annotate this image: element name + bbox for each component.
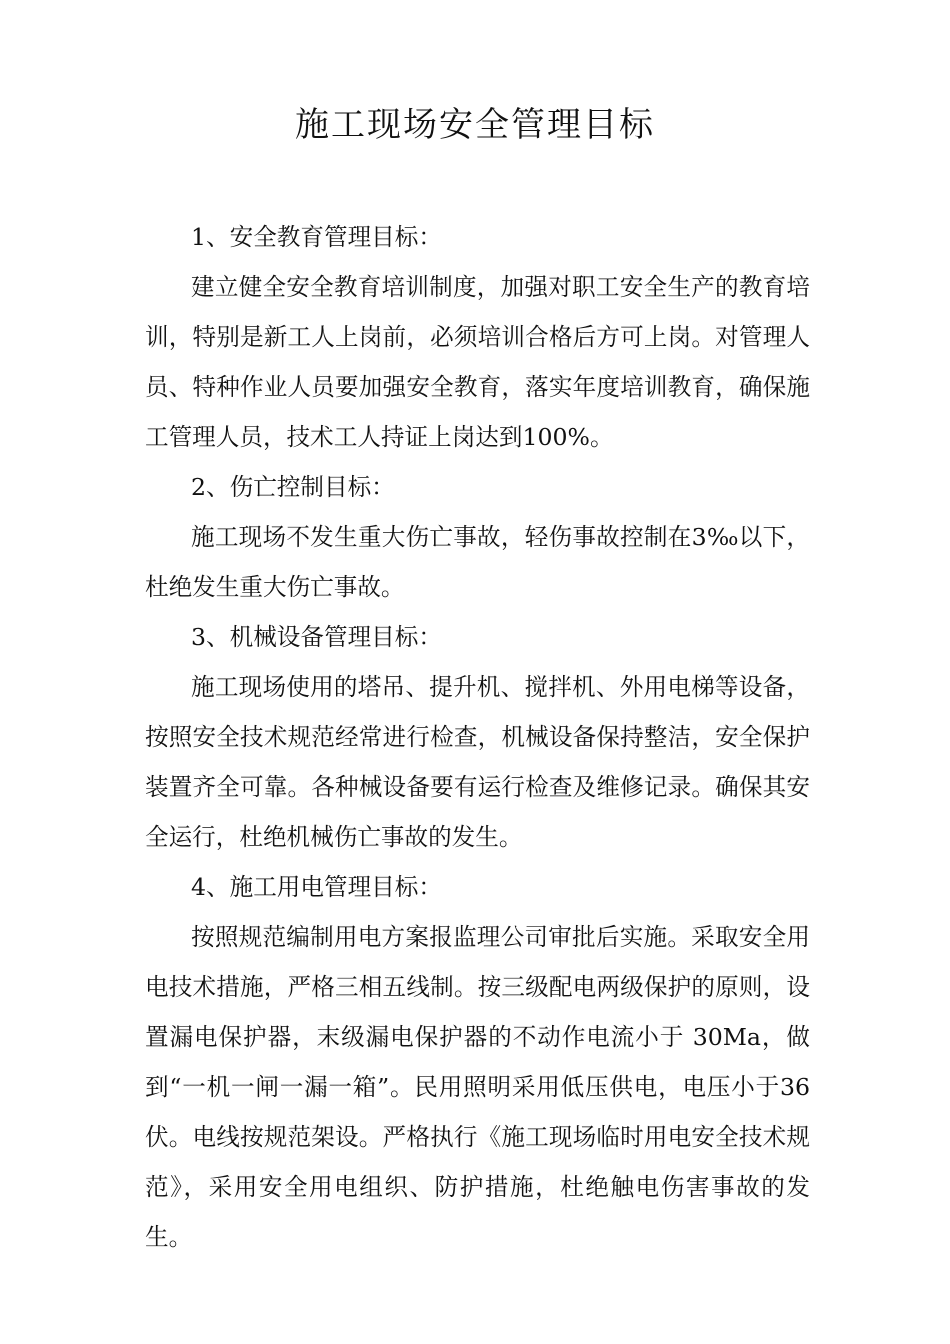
section-1-paragraph: 建立健全安全教育培训制度，加强对职工安全生产的教育培训，特别是新工人上岗前，必须培训合格后方可上岗。对管理人员、特种作业人员要加强安全教育，落实年度培训教育，确保施工管理人员，技术工人持证上岗达到100%。 <box>145 273 810 451</box>
section-3-heading: 3、机械设备管理目标： <box>191 623 442 651</box>
document-body <box>145 212 810 1262</box>
section-4-paragraph: 按照规范编制用电方案报监理公司审批后实施。采取安全用电技术措施，严格三相五线制。按三级配电两级保护的原则，设置漏电保护器，末级漏电保护器的不动作电流小于 30Ma，做到“一机一闸一漏一箱”。民用照明采用低压供电，电压小于36伏。电线按规范架设。严格执行《施工现场临时用电安全技术规范》，采用安全用电组织、防护措施，杜绝触电伤害事故的发生。 <box>145 923 810 1251</box>
document-title: 施工现场安全管理目标 <box>295 105 655 145</box>
section-4-heading: 4、施工用电管理目标： <box>191 873 442 901</box>
section-1-heading: 1、安全教育管理目标： <box>191 223 442 251</box>
section-3-paragraph: 施工现场使用的塔吊、提升机、搅拌机、外用电梯等设备，按照安全技术规范经常进行检查，机械设备保持整洁，安全保护装置齐全可靠。各种械设备要有运行检查及维修记录。确保其安全运行，杜绝机械伤亡事故的发生。 <box>145 673 810 851</box>
section-2-paragraph: 施工现场不发生重大伤亡事故，轻伤事故控制在3‰以下，杜绝发生重大伤亡事故。 <box>145 523 810 601</box>
section-2-heading: 2、伤亡控制目标： <box>191 473 395 501</box>
